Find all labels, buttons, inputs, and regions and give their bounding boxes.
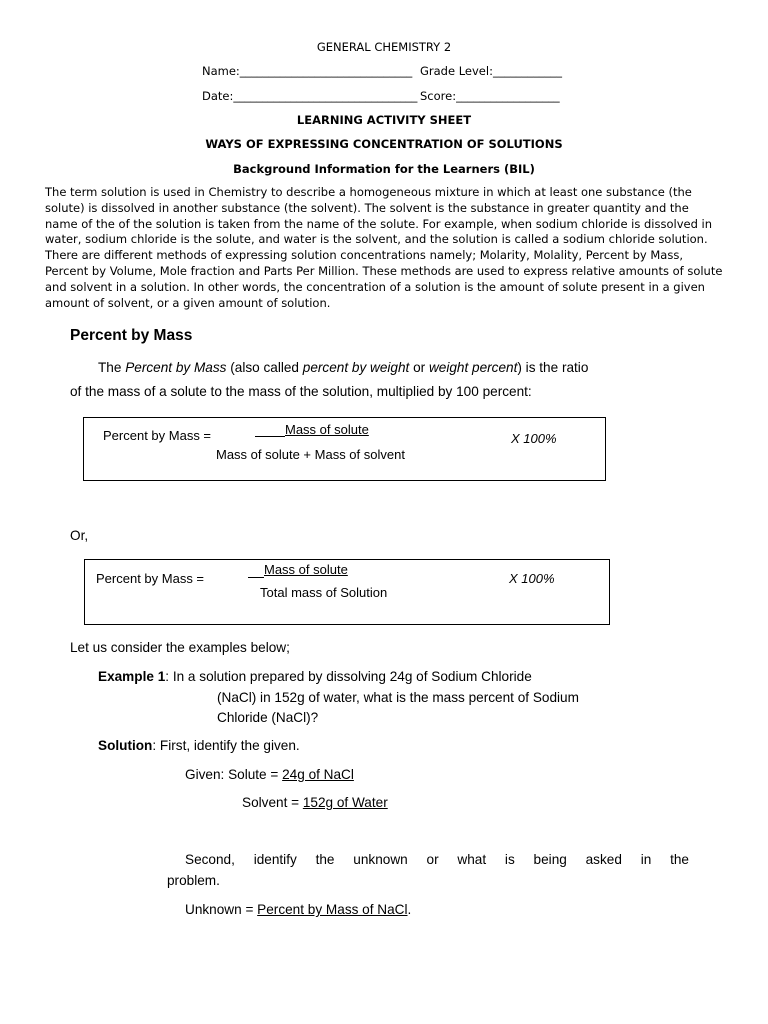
formula-2-denominator: Total mass of Solution bbox=[260, 585, 388, 600]
solution-line: Solution: First, identify the given. bbox=[98, 738, 300, 753]
fraction-bar-lead bbox=[255, 436, 285, 437]
definition-line-2: of the mass of a solute to the mass of the solution, multiplied by 100 percent: bbox=[70, 384, 532, 399]
fraction-bar-lead bbox=[248, 577, 264, 578]
given-line: Given: Solute = 24g of NaCl bbox=[185, 767, 354, 782]
or-text: Or, bbox=[70, 528, 89, 543]
name-field: Name:______________________________ bbox=[202, 64, 413, 78]
section-title: Percent by Mass bbox=[70, 327, 193, 344]
formula-1-denominator: Mass of solute + Mass of solvent bbox=[216, 447, 405, 462]
formula-1-factor: X 100% bbox=[511, 431, 557, 446]
second-step-line-1: Second, identify the unknown or what is being asked in the bbox=[185, 852, 689, 867]
score-field: Score:__________________ bbox=[420, 89, 560, 103]
formula-2-factor: X 100% bbox=[509, 571, 555, 586]
grade-level-field: Grade Level:____________ bbox=[420, 64, 562, 78]
example-1-line-2: (NaCl) in 152g of water, what is the mass percent of Sodium bbox=[217, 690, 579, 705]
examples-intro: Let us consider the examples below; bbox=[70, 640, 290, 655]
formula-1-numerator: Mass of solute bbox=[285, 422, 369, 437]
definition-line-1: The Percent by Mass (also called percent by weight or weight percent) is the ratio bbox=[98, 360, 589, 375]
course-title: GENERAL CHEMISTRY 2 bbox=[316, 40, 452, 54]
topic-title: WAYS OF EXPRESSING CONCENTRATION OF SOLUTIONS bbox=[205, 137, 563, 151]
formula-box-1 bbox=[83, 417, 606, 481]
solvent-line: Solvent = 152g of Water bbox=[242, 795, 388, 810]
intro-paragraph: The term solution is used in Chemistry to describe a homogeneous mixture in which at least one substance (the solute) is dissolved in another substance (the solvent). The solvent is the substance in greater quantity and the name of the of the solution is taken from the name of the solute. For example, when sodium chloride is dissolved in water, sodium chloride is the solute, and water is the solvent, and the solution is called a sodium chloride solution. There are different methods of expressing solution concentrations namely; Molarity, Molality, Percent by Mass, Percent by Volume, Mole fraction and Parts Per Million. These methods are used to express relative amounts of solute and solvent in a solution. In other words, the concentration of a solution is the amount of solute present in a given amount of solvent, or a given amount of solution. bbox=[45, 185, 723, 310]
unknown-line: Unknown = Percent by Mass of NaCl. bbox=[185, 902, 412, 917]
formula-2-lhs: Percent by Mass = bbox=[96, 571, 205, 586]
date-field: Date:________________________________ bbox=[202, 89, 418, 103]
sheet-title: LEARNING ACTIVITY SHEET bbox=[296, 113, 472, 127]
example-1-line-1: Example 1: In a solution prepared by dissolving 24g of Sodium Chloride bbox=[98, 669, 532, 684]
formula-1-lhs: Percent by Mass = bbox=[103, 428, 212, 443]
formula-box-2 bbox=[84, 559, 610, 625]
formula-2-numerator: Mass of solute bbox=[264, 562, 348, 577]
bil-heading: Background Information for the Learners (BIL) bbox=[233, 162, 535, 176]
second-step-line-2: problem. bbox=[167, 873, 220, 888]
example-1-line-3: Chloride (NaCl)? bbox=[217, 710, 319, 725]
